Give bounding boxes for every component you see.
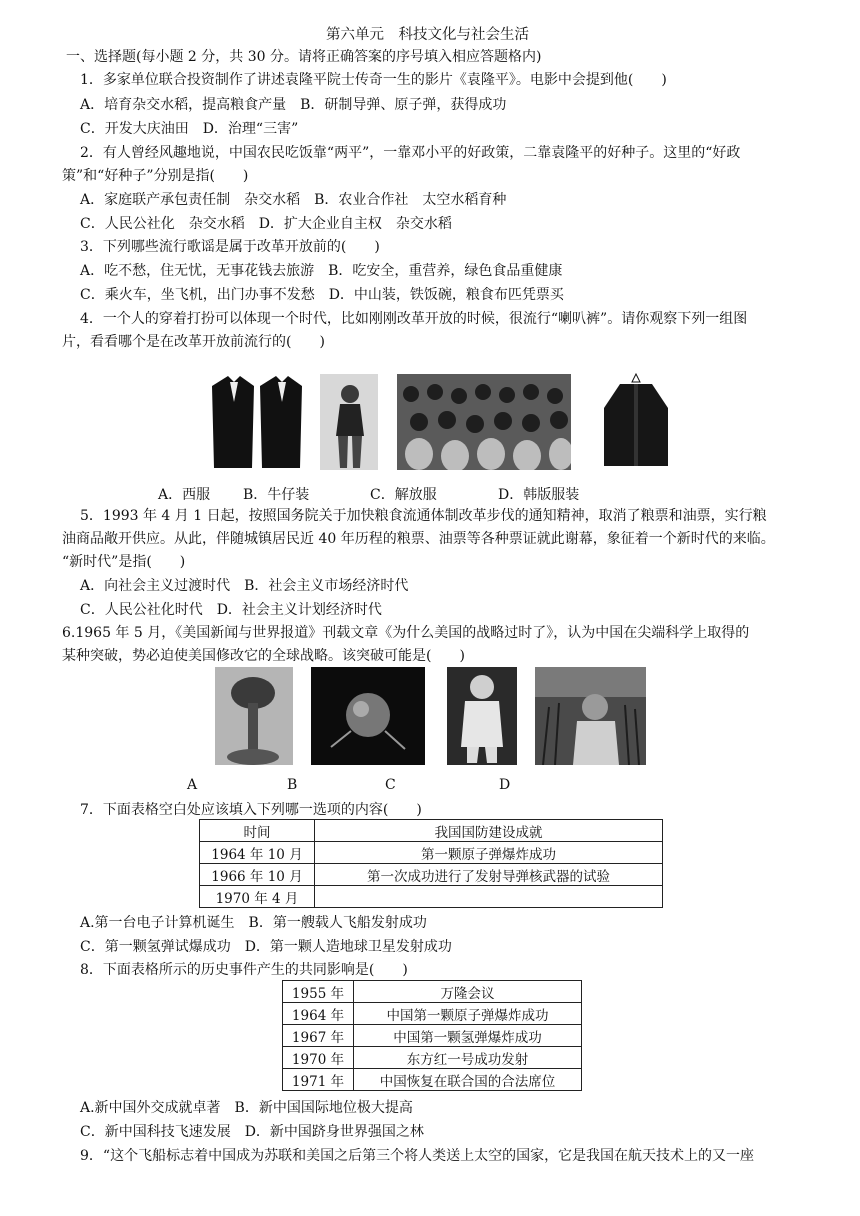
q7-cell: 第一颗原子弹爆炸成功 [315,842,663,864]
q4-caption-a: A．西服 [158,487,211,503]
q5-stem-line3: “新时代”是指( ) [62,554,186,570]
q4-caption-b: B．牛仔装 [243,487,310,503]
q8-cell: 东方红一号成功发射 [354,1047,582,1069]
q3-options-ab: A．吃不愁，住无忧，无事花钱去旅游 B．吃安全，重营养，绿色食品重健康 [80,263,563,279]
q7-header-time: 时间 [200,820,315,842]
q2-stem-line1: 2．有人曾经风趣地说，中国农民吃饭靠“两平”，一靠邓小平的好政策，二靠袁隆平的好种子。这里的“好政 [80,145,741,161]
q5-stem-line2: 油商品敞开供应。从此，伴随城镇居民近 40 年历程的粮票、油票等各种票证就此谢幕，象征着一个新时代的来临。 [62,531,775,547]
q7-header-achievement: 我国国防建设成就 [315,820,663,842]
q8-cell: 1967 年 [283,1025,354,1047]
q3-stem: 3．下列哪些流行歌谣是属于改革开放前的( ) [80,239,380,255]
q6-caption-d: D [499,777,511,793]
q3-options-cd: C．乘火车，坐飞机，出门办事不发愁 D．中山装，铁饭碗，粮食布匹凭票买 [80,287,564,303]
q1-stem: 1．多家单位联合投资制作了讲述袁隆平院士传奇一生的影片《袁隆平》。电影中会提到他( ) [80,72,667,88]
q8-stem: 8．下面表格所示的历史事件产生的共同影响是( ) [80,962,408,978]
q7-cell: 1964 年 10 月 [200,842,315,864]
q6-stem-line1: 6.1965 年 5 月，《美国新闻与世界报道》刊载文章《为什么美国的战略过时了》，认为中国在尖端科学上取得的 [62,625,750,641]
q7-stem: 7．下面表格空白处应该填入下列哪一选项的内容( ) [80,802,422,818]
q8-cell: 1970 年 [283,1047,354,1069]
q7-options-cd: C．第一颗氢弹试爆成功 D．第一颗人造地球卫星发射成功 [80,939,452,955]
q1-options-cd: C．开发大庆油田 D．治理“三害” [80,121,299,137]
q7-cell: 第一次成功进行了发射导弹核武器的试验 [315,864,663,886]
section-instructions: 一、选择题(每小题 2 分，共 30 分。请将正确答案的序号填入相应答题格内) [66,49,542,65]
satellite-picture [311,667,425,765]
q8-cell: 1964 年 [283,1003,354,1025]
q7-options-ab: A.第一台电子计算机诞生 B．第一艘载人飞船发射成功 [80,915,427,931]
q5-stem-line1: 5．1993 年 4 月 1 日起，按照国务院关于加快粮食流通体制改革步伐的通知精神，取消了粮票和油票，实行粮 [80,508,767,524]
jeans-picture [320,374,378,470]
rice-field-picture [535,667,646,765]
suit-picture [204,372,308,470]
q6-caption-c: C [385,777,396,793]
q8-table [282,980,582,1091]
q8-cell: 1971 年 [283,1069,354,1091]
korean-coat-picture [598,372,674,472]
q6-caption-a: A [187,777,198,793]
q7-cell: 1970 年 4 月 [200,886,315,908]
q2-options-ab: A．家庭联产承包责任制 杂交水稻 B．农业合作社 太空水稻育种 [80,192,507,208]
q6-stem-line2: 某种突破，势必迫使美国修改它的全球战略。该突破可能是( ) [62,648,465,664]
q8-options-ab: A.新中国外交成就卓著 B．新中国国际地位极大提高 [80,1100,413,1116]
q8-options-cd: C．新中国科技飞速发展 D．新中国跻身世界强国之林 [80,1124,424,1140]
q4-stem-line1: 4．一个人的穿着打扮可以体现一个时代，比如刚刚改革开放的时候，很流行“喇叭裤”。请你观察下列一组图 [80,311,748,327]
q5-options-cd: C．人民公社化时代 D．社会主义计划经济时代 [80,602,382,618]
q9-stem-line1: 9．“这个飞船标志着中国成为苏联和美国之后第三个将人类送上太空的国家，它是我国在航天技术上的又一座 [80,1148,755,1164]
q2-stem-line2: 策”和“好种子”分别是指( ) [62,168,249,184]
q7-table [199,819,663,908]
crowd-picture [397,374,571,470]
q1-options-ab: A．培育杂交水稻，提高粮食产量 B．研制导弹、原子弹，获得成功 [80,97,507,113]
q8-cell: 1955 年 [283,981,354,1003]
q2-options-cd: C．人民公社化 杂交水稻 D．扩大企业自主权 杂交水稻 [80,216,452,232]
q4-caption-d: D．韩版服装 [498,487,580,503]
q8-cell: 中国恢复在联合国的合法席位 [354,1069,582,1091]
q8-cell: 中国第一颗氢弹爆炸成功 [354,1025,582,1047]
astronaut-picture [447,667,517,765]
q4-caption-c: C．解放服 [370,487,437,503]
q7-blank-cell [315,886,663,908]
q7-cell: 1966 年 10 月 [200,864,315,886]
q5-options-ab: A．向社会主义过渡时代 B．社会主义市场经济时代 [80,578,409,594]
page-title: 第六单元 科技文化与社会生活 [326,27,529,43]
q6-caption-b: B [287,777,298,793]
q8-cell: 万隆会议 [354,981,582,1003]
q4-stem-line2: 片，看看哪个是在改革开放前流行的( ) [62,334,325,350]
q8-cell: 中国第一颗原子弹爆炸成功 [354,1003,582,1025]
mushroom-cloud-picture [215,667,293,765]
